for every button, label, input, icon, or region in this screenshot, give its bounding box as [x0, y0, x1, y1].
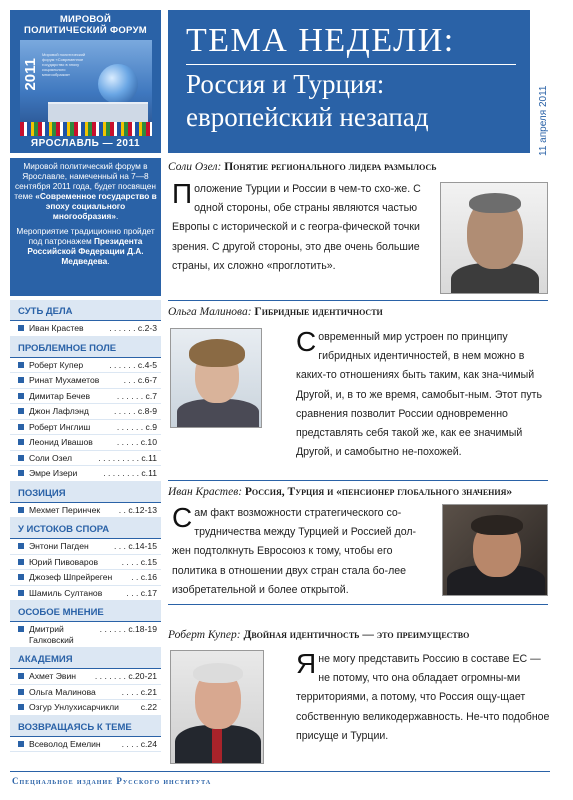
toc-item-page: . . . . . . c.18-19: [99, 624, 157, 634]
toc-item[interactable]: [10, 539, 161, 555]
square-bullet-icon: [18, 559, 24, 565]
header-kicker: ТЕМА НЕДЕЛИ:: [186, 22, 455, 59]
portrait-soli-ozel: [440, 182, 548, 294]
toc-item-page: . . . . . . c.7: [116, 390, 157, 401]
forum-year: 2011: [22, 58, 39, 91]
toc-item[interactable]: [10, 503, 161, 519]
article-topic: Понятие регионального лидера размылось: [224, 161, 437, 173]
toc-item[interactable]: [10, 555, 161, 571]
article-divider: [168, 480, 548, 481]
drop-cap: Я: [296, 648, 317, 679]
toc-item[interactable]: [10, 404, 161, 420]
square-bullet-icon: [18, 590, 24, 596]
toc-item[interactable]: [10, 622, 161, 648]
toc-heading: ВОЗВРАЩАЯСЬ К ТЕМЕ: [10, 716, 161, 737]
toc-heading: ОСОБОЕ МНЕНИЕ: [10, 601, 161, 622]
toc-item-name: Леонид Ивашов: [29, 437, 93, 447]
building-image: [48, 102, 148, 122]
article-byline: [168, 305, 548, 319]
toc-item-name: Всеволод Емелин: [29, 738, 101, 749]
square-bullet-icon: [18, 325, 24, 331]
toc-item-page: . . . . . . . . . c.11: [98, 452, 157, 463]
square-bullet-icon: [18, 689, 24, 695]
toc-item-name: Ольга Малинова: [29, 686, 96, 697]
square-bullet-icon: [18, 543, 24, 549]
toc-section: [10, 482, 161, 519]
square-bullet-icon: [18, 439, 24, 445]
toc-item-page: . . . . c.15: [121, 556, 157, 567]
square-bullet-icon: [18, 408, 24, 414]
article-4-text: Яне могу представить Россию в составе ЕС — не потому, что она обладает огромны-ми территориями, а потому, что Россия ощу-щает собственную великодержавность. Не-что подобное присуще и Турции.: [296, 648, 550, 742]
toc-item-name: Эмре Изери: [29, 468, 78, 478]
toc-item-name: Озгур Унлухисарчикли: [29, 702, 119, 712]
forum-banner: [10, 10, 161, 153]
toc-item[interactable]: [10, 373, 161, 389]
article-author: Иван Крастев:: [168, 486, 243, 498]
toc-item[interactable]: [10, 700, 161, 716]
article-byline: [168, 160, 548, 174]
drop-cap: С: [296, 326, 317, 357]
toc-heading: СУТЬ ДЕЛА: [10, 300, 161, 321]
portrait-olga-malinova: [170, 328, 262, 428]
toc-item-name: Роберт Инглиш: [29, 421, 91, 432]
square-bullet-icon: [18, 455, 24, 461]
toc-heading: ПОЗИЦИЯ: [10, 482, 161, 503]
article-3-text: Сам факт возможности стратегического со-трудничества между Турцией и Россией дол-жен подтолкнуть Евросоюз к тому, чтобы его политика в отношении двух стран стала бо-лее изобретательной и более открытой.: [172, 502, 417, 596]
article-topic: Двойная идентичность — это преимущество: [243, 629, 470, 641]
toc-item[interactable]: [10, 420, 161, 436]
square-bullet-icon: [18, 704, 24, 710]
toc-item-name: Джозеф Шпрейреген: [29, 572, 113, 582]
toc-item-name: Соли Озел: [29, 452, 73, 463]
toc-item-page: . . . . . . c.2-3: [109, 323, 157, 333]
toc-heading: АКАДЕМИЯ: [10, 648, 161, 669]
square-bullet-icon: [18, 362, 24, 368]
portrait-ivan-krastev: [442, 504, 548, 596]
article-divider: [168, 300, 548, 301]
toc-item-page: . . . c.17: [126, 587, 157, 598]
toc-section: [10, 518, 161, 601]
square-bullet-icon: [18, 470, 24, 476]
article-byline: [168, 628, 548, 642]
toc-item[interactable]: [10, 586, 161, 602]
toc-item[interactable]: [10, 321, 161, 337]
toc-item-page: . . c.12-13: [118, 504, 157, 515]
forum-photo: [20, 40, 152, 136]
toc-section: [10, 337, 161, 482]
toc-item-page: . . . c.6-7: [123, 375, 157, 385]
toc-item-page: . . . . . c.10: [116, 437, 157, 447]
issue-date: 11 апреля 2011: [538, 85, 549, 156]
toc-item-name: Роберт Купер: [29, 359, 84, 370]
toc-item-name: Шамиль Султанов: [29, 587, 103, 598]
toc-item-name: Джон Лафлэнд: [29, 406, 89, 416]
footer-rule: [10, 771, 550, 772]
square-bullet-icon: [18, 507, 24, 513]
intro-paragraph-1: Мировой политический форум в Ярославле, намеченный на 7—8 сентября 2011 года, будет посвящен теме «Современное государство в эпоху социального многообразия».: [14, 161, 157, 221]
toc-section: [10, 648, 161, 716]
toc-item-name: Ахмет Эвин: [29, 671, 77, 681]
toc-item-name: Ринат Мухаметов: [29, 375, 100, 385]
footer-publication: Специальное издание Русского института: [12, 776, 212, 786]
flags-image: [20, 122, 152, 136]
intro-paragraph-2: Мероприятие традиционно пройдет под патронажем Президента Российской Федерации Д.А. Медведева.: [16, 226, 155, 266]
portrait-robert-cooper: [170, 650, 264, 764]
toc-section: [10, 601, 161, 648]
header-rule: [186, 64, 516, 65]
toc-item-page: . . . . . c.8-9: [114, 406, 157, 416]
toc-item-page: . . . . . . c.9: [116, 421, 157, 432]
toc-item-name: Юрий Пивоваров: [29, 556, 99, 567]
toc-item[interactable]: [10, 435, 161, 451]
globe-icon: [98, 64, 138, 104]
toc-item[interactable]: [10, 451, 161, 467]
toc-item-name: Энтони Пагден: [29, 541, 89, 551]
toc-item-name: Иван Крастев: [29, 323, 84, 333]
toc-item[interactable]: [10, 358, 161, 374]
article-byline: [168, 485, 548, 499]
toc-item-page: . . . . . . . . c.11: [103, 468, 157, 478]
square-bullet-icon: [18, 377, 24, 383]
article-2-text: Современный мир устроен по принципу гибридных идентичностей, в нем можно в каких-то отношениях быть таким, как зна-чимый Другой, и, в то же время, самобыт-ным. Этот путь сравнения позволит России одновременно представлять себя такой же, как ее значимый Другой, и самобытно не-похожей.: [296, 326, 543, 459]
toc-item[interactable]: [10, 685, 161, 701]
square-bullet-icon: [18, 626, 24, 632]
article-3: [168, 485, 548, 499]
article-4: [168, 628, 548, 642]
toc-item-page: . . c.16: [131, 572, 157, 582]
toc-item[interactable]: [10, 466, 161, 482]
square-bullet-icon: [18, 574, 24, 580]
toc-item[interactable]: [10, 389, 161, 405]
article-divider: [168, 604, 548, 605]
square-bullet-icon: [18, 741, 24, 747]
toc-section: [10, 300, 161, 337]
toc-item-name: Дмитрий Галковский: [29, 624, 74, 645]
toc-section: [10, 716, 161, 753]
article-2: [168, 305, 548, 319]
drop-cap: С: [172, 502, 193, 533]
toc-item[interactable]: [10, 737, 161, 753]
toc-item[interactable]: [10, 570, 161, 586]
page-header: [168, 10, 530, 153]
article-author: Ольга Малинова:: [168, 306, 252, 318]
toc-heading: У ИСТОКОВ СПОРА: [10, 518, 161, 539]
toc-item-page: . . . . c.24: [121, 738, 157, 749]
toc-item-name: Мехмет Перинчек: [29, 504, 101, 515]
toc-item[interactable]: [10, 669, 161, 685]
article-topic: Гибридные идентичности: [254, 306, 383, 318]
forum-intro: [10, 158, 161, 296]
article-1: [168, 160, 548, 174]
table-of-contents: [10, 300, 161, 752]
article-author: Роберт Купер:: [168, 629, 241, 641]
header-headline: Россия и Турция: европейский незапад: [186, 69, 429, 132]
square-bullet-icon: [18, 424, 24, 430]
toc-item-page: . . . . . . . c.20-21: [94, 671, 157, 681]
toc-heading: ПРОБЛЕМНОЕ ПОЛЕ: [10, 337, 161, 358]
forum-city: ЯРОСЛАВЛЬ — 2011: [30, 138, 141, 149]
forum-mini-text: Мировой политический форум «Современное государство в эпоху социального многообразия»: [42, 52, 86, 77]
toc-item-page: c.22: [140, 702, 157, 712]
toc-item-name: Димитар Бечев: [29, 390, 91, 401]
toc-item-page: . . . . c.21: [121, 686, 157, 697]
toc-item-page: . . . c.14-15: [114, 541, 157, 551]
square-bullet-icon: [18, 673, 24, 679]
toc-item-page: . . . . . . c.4-5: [109, 359, 157, 370]
drop-cap: П: [172, 178, 193, 209]
article-topic: Россия, Турция и «пенсионер глобального значения»: [244, 486, 513, 498]
forum-title: МИРОВОЙ ПОЛИТИЧЕСКИЙ ФОРУМ: [23, 14, 147, 36]
square-bullet-icon: [18, 393, 24, 399]
article-1-text: Положение Турции и России в чем-то схо-же. С одной стороны, обе страны являются частью Европы с исторической и с геогра-фической точки зрения. С другой стороны, это две очень большие страны, их сложно «проглотить».: [172, 178, 421, 272]
article-author: Соли Озел:: [168, 161, 222, 173]
